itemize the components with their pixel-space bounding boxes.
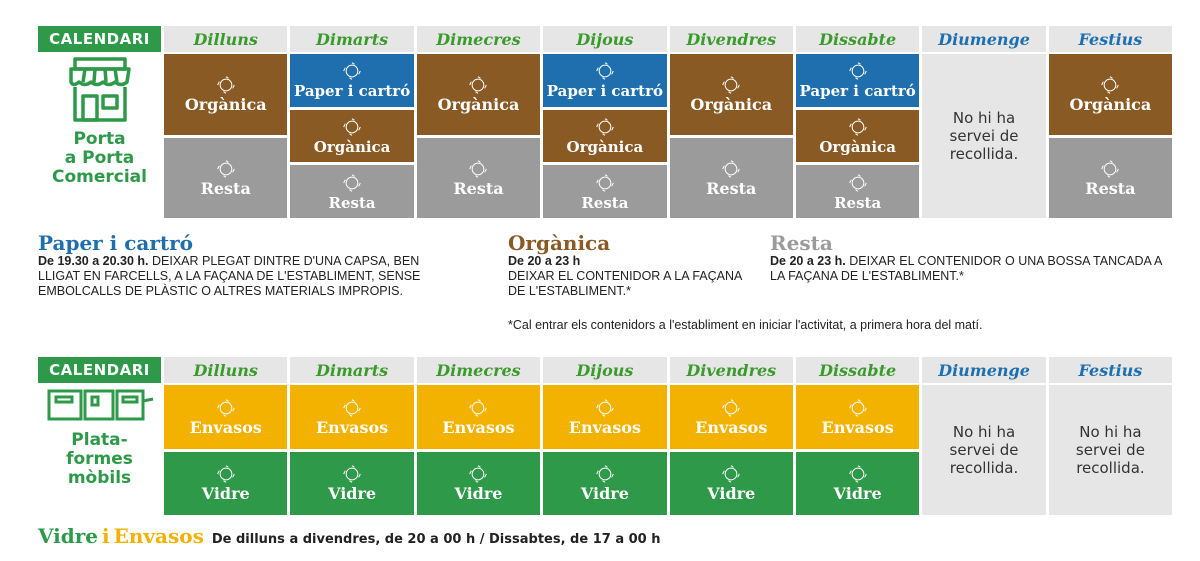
service-title [52, 130, 147, 187]
collection-cell [417, 385, 540, 449]
recycle-icon [468, 75, 488, 95]
collection-cell [543, 165, 666, 218]
collection-cell [796, 54, 919, 107]
calendar-plataformes [38, 357, 1172, 515]
day-header: Dissabte [796, 26, 919, 52]
info-organica-time: De 20 a 23 h [508, 254, 581, 268]
collection-cell [417, 138, 540, 219]
collection-label: Envasos [695, 417, 768, 437]
collection-label: Orgànica [566, 138, 644, 156]
collection-label: Paper i cartró [546, 82, 663, 101]
collection-cell [290, 54, 413, 107]
collection-cell [290, 452, 413, 516]
collection-label: Envasos [189, 417, 262, 437]
collection-cell [922, 54, 1045, 218]
day-column [290, 54, 413, 218]
day-header: Dimecres [417, 357, 540, 383]
day-column [922, 54, 1045, 218]
collection-label: Orgànica [690, 95, 773, 115]
recycle-icon [216, 398, 236, 418]
info-paper-text [38, 254, 458, 299]
recycle-icon [595, 61, 615, 81]
service-type [38, 385, 161, 515]
recycle-icon [342, 61, 362, 81]
info-paper-time: De 19.30 a 20.30 h. [38, 254, 149, 268]
collection-label: Resta [453, 178, 504, 198]
service-title [66, 431, 133, 488]
recycle-icon [595, 398, 615, 418]
day-column [164, 54, 287, 218]
day-column [417, 54, 540, 218]
collection-cell [290, 110, 413, 163]
recycle-icon [468, 464, 488, 484]
collection-label: Envasos [821, 417, 894, 437]
collection-cell [290, 165, 413, 218]
collection-cell [543, 385, 666, 449]
collection-label: Resta [581, 193, 629, 212]
recycle-icon [216, 159, 236, 179]
collection-label: Envasos [315, 417, 389, 437]
collection-label: No hi ha servei de recollida. [1075, 423, 1145, 477]
day-header: Dissabte [796, 357, 919, 383]
store-icon [65, 54, 135, 124]
recycle-icon [1100, 159, 1120, 179]
service-title-line: Plata- [71, 430, 128, 450]
recycle-icon [342, 117, 362, 137]
info-paper-desc: DEIXAR PLEGAT DINTRE D'UNA CAPSA, BEN LLIGAT EN FARCELLS, A LA FAÇANA DE L'ESTABLIMENT, SENSE EMBOLCALLS DE PLÀSTIC O ALTRES MATERIALS IMPROPIS. [38, 254, 421, 298]
collection-cell [796, 452, 919, 516]
collection-cell [1049, 54, 1172, 135]
bottom-i: i [102, 524, 110, 548]
info-organica-text [508, 254, 748, 299]
collection-cell [290, 385, 413, 449]
bottom-envasos: Envasos [113, 524, 204, 548]
day-column [543, 54, 666, 218]
day-header: Divendres [670, 26, 793, 52]
day-header: Dilluns [164, 26, 287, 52]
info-organica [508, 232, 748, 299]
service-title-line: mòbils [67, 468, 132, 488]
info-resta [770, 232, 1170, 284]
calendar-label: CALENDARI [38, 26, 161, 52]
collection-label: Resta [834, 193, 882, 212]
collection-label: Vidre [454, 484, 503, 504]
recycle-icon [595, 173, 615, 193]
day-column [796, 54, 919, 218]
recycle-icon [468, 398, 488, 418]
collection-label: Vidre [201, 484, 250, 504]
recycle-icon [848, 61, 868, 81]
collection-label: No hi ha servei de recollida. [949, 109, 1019, 163]
collection-label: Paper i cartró [293, 82, 411, 101]
service-type [38, 54, 161, 218]
calendar-label: CALENDARI [38, 357, 161, 383]
collection-label: Envasos [442, 417, 515, 437]
collection-label: Orgànica [819, 138, 896, 156]
collection-cell [164, 54, 287, 135]
day-header: Dimarts [290, 26, 413, 52]
day-header: Dimecres [417, 26, 540, 52]
day-header: Festius [1049, 357, 1172, 383]
info-organica-desc: DEIXAR EL CONTENIDOR A LA FAÇANA DE L'ESTABLIMENT.* [508, 269, 742, 298]
recycle-icon [721, 75, 741, 95]
day-header: Dijous [543, 26, 666, 52]
collection-cell [164, 385, 287, 449]
recycle-icon [721, 398, 741, 418]
collection-label: Resta [328, 193, 376, 212]
day-column [417, 385, 540, 515]
collection-cell [796, 385, 919, 449]
bottom-schedule-text: De dilluns a divendres, de 20 a 00 h / Dissabtes, de 17 a 00 h [211, 532, 661, 547]
day-column [1049, 385, 1172, 515]
day-header: Divendres [670, 357, 793, 383]
collection-cell [796, 110, 919, 163]
collection-label: Orgànica [184, 95, 267, 115]
collection-cell [796, 165, 919, 218]
recycle-icon [848, 398, 868, 418]
day-header: Diumenge [922, 357, 1045, 383]
recycle-icon [342, 464, 362, 484]
collection-cell [543, 452, 666, 516]
recycle-icon [468, 159, 488, 179]
day-column [290, 385, 413, 515]
day-header: Dilluns [164, 357, 287, 383]
recycle-icon [848, 173, 868, 193]
day-header: Dimarts [290, 357, 413, 383]
day-header: Dijous [543, 357, 666, 383]
collection-label: Envasos [568, 417, 641, 437]
collection-label: Resta [200, 178, 251, 198]
collection-cell [543, 110, 666, 163]
collection-label: Vidre [328, 484, 377, 504]
recycle-icon [342, 173, 362, 193]
collection-cell [1049, 385, 1172, 515]
collection-label: Vidre [833, 484, 882, 504]
info-organica-title: Orgànica [508, 231, 611, 255]
recycle-icon [216, 464, 236, 484]
bottom-schedule [38, 524, 661, 548]
collection-label: Orgànica [313, 138, 391, 156]
collection-label: Vidre [580, 484, 629, 504]
recycle-icon [595, 464, 615, 484]
collection-label: Resta [706, 178, 757, 198]
footnote: *Cal entrar els contenidors a l'establiment en iniciar l'activitat, a primera hora del matí. [508, 318, 983, 332]
info-resta-time: De 20 a 23 h. [770, 254, 846, 268]
recycle-icon [848, 117, 868, 137]
day-column [796, 385, 919, 515]
recycle-icon [216, 75, 236, 95]
collection-cell [922, 385, 1045, 515]
recycle-icon [342, 398, 362, 418]
collection-cell [670, 385, 793, 449]
collection-cell [417, 54, 540, 135]
collection-cell [417, 452, 540, 516]
collection-label: Resta [1085, 178, 1136, 198]
collection-label: Orgànica [1069, 95, 1152, 115]
day-column [670, 54, 793, 218]
service-title-line: formes [66, 449, 133, 469]
collection-cell [670, 452, 793, 516]
collection-cell [543, 54, 666, 107]
collection-cell [670, 138, 793, 219]
day-column [543, 385, 666, 515]
collection-label: No hi ha servei de recollida. [949, 423, 1019, 477]
info-paper-title: Paper i cartró [38, 231, 194, 255]
info-resta-text [770, 254, 1170, 284]
collection-cell [164, 452, 287, 516]
recycle-icon [1100, 75, 1120, 95]
collection-label: Paper i cartró [799, 82, 916, 101]
recycle-icon [848, 464, 868, 484]
bottom-vidre: Vidre [38, 524, 99, 548]
info-resta-title: Resta [770, 231, 833, 255]
calendar-porta-a-porta [38, 26, 1172, 218]
containers-icon [45, 385, 155, 425]
service-title-line: Porta [73, 129, 126, 149]
recycle-icon [595, 117, 615, 137]
service-title-line: Comercial [52, 167, 147, 187]
info-paper [38, 232, 458, 299]
collection-label: Vidre [707, 484, 756, 504]
day-column [1049, 54, 1172, 218]
info-resta-desc: DEIXAR EL CONTENIDOR O UNA BOSSA TANCADA A LA FAÇANA DE L'ESTABLIMENT.* [770, 254, 1162, 283]
collection-cell [670, 54, 793, 135]
day-column [670, 385, 793, 515]
service-title-line: a Porta [64, 148, 135, 168]
day-header: Festius [1049, 26, 1172, 52]
collection-cell [164, 138, 287, 219]
day-column [164, 385, 287, 515]
collection-cell [1049, 138, 1172, 219]
recycle-icon [721, 159, 741, 179]
recycle-icon [721, 464, 741, 484]
day-column [922, 385, 1045, 515]
day-header: Diumenge [922, 26, 1045, 52]
collection-label: Orgànica [437, 95, 520, 115]
